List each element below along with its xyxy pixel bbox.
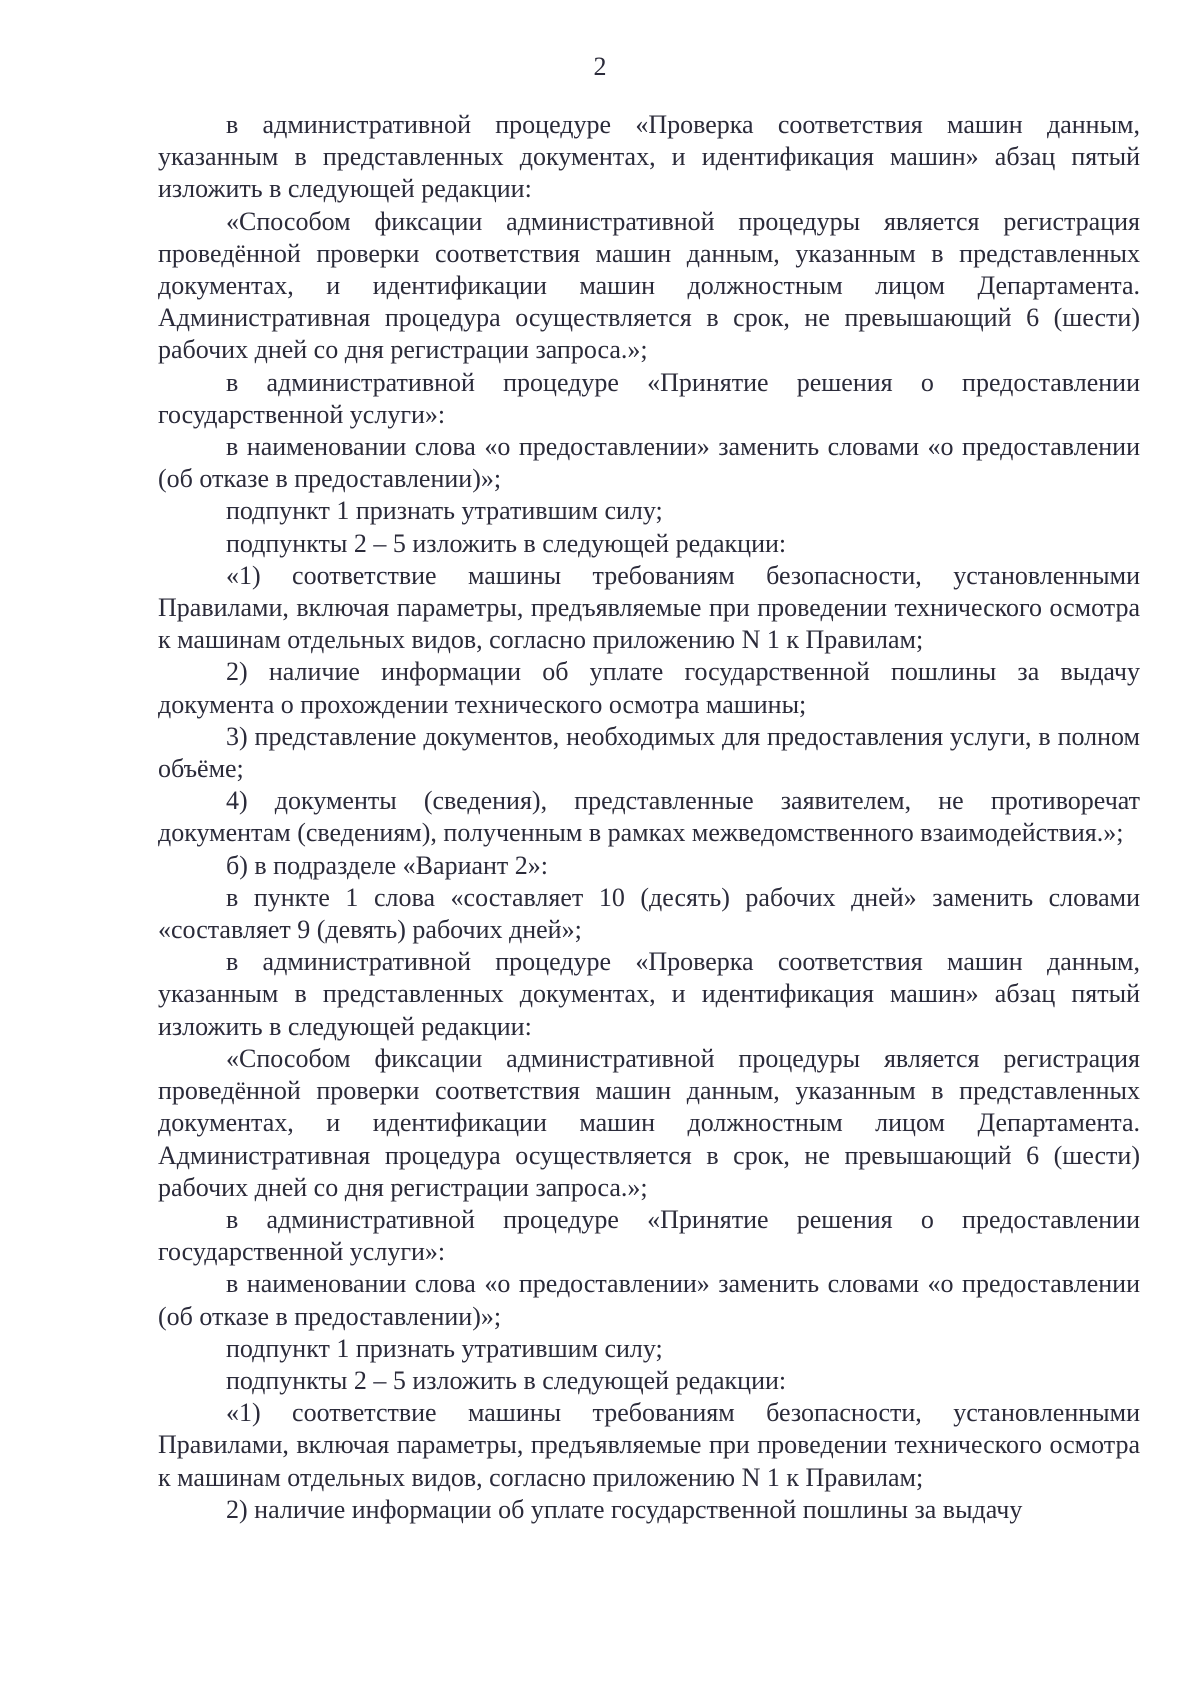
paragraph: «1) соответствие машины требованиям безопасности, установленными Правилами, включая параметры, предъявляемые при проведении технического осмотра к машинам отдельных видов, согласно приложению N 1 к Правилам; [158,560,1140,655]
paragraph: подпункт 1 признать утратившим силу; [226,1333,663,1363]
paragraph: в административной процедуре «Принятие решения о предоставлении государственной услуги»: [158,367,1140,429]
paragraph: в административной процедуре «Проверка соответствия машин данным, указанным в представленных документах, и идентификация машин» абзац пятый изложить в следующей редакции: [158,947,1140,1041]
paragraph: 4) документы (сведения), представленные заявителем, не противоречат документам (сведениям), полученным в рамках межведомственного взаимодействия.»; [158,786,1140,848]
paragraph: в административной процедуре «Принятие решения о предоставлении государственной услуги»: [158,1204,1140,1267]
paragraph: 2) наличие информации об уплате государственной пошлины за выдачу документа о прохождении технического осмотра машины; [158,657,1140,719]
paragraph: «Способом фиксации административной процедуры является регистрация проведённой проверки соответствия машин данным, указанным в представленных документах, и идентификации машин должностным лицом Департамента. Административная процедура осуществляется в срок, не превышающий 6 (шести) рабочих дней со дня регистрации запроса.»; [158,1043,1140,1202]
paragraph: «Способом фиксации административной процедуры является регистрация проведённой проверки соответствия машин данным, указанным в представленных документах, и идентификации машин должностным лицом Департамента. Административная процедура осуществляется в срок, не превышающий 6 (шести) рабочих дней со дня регистрации запроса.»; [158,206,1140,365]
paragraph: в пункте 1 слова «составляет 10 (десять) рабочих дней» заменить словами «составляет 9 (девять) рабочих дней»; [158,882,1140,945]
paragraph: в наименовании слова «о предоставлении» заменить словами «о предоставлении (об отказе в предоставлении)»; [158,432,1140,494]
paragraph: в административной процедуре «Проверка соответствия машин данным, указанным в представленных документах, и идентификация машин» абзац пятый изложить в следующей редакции: [158,110,1140,204]
paragraph: подпункты 2 – 5 изложить в следующей редакции: [226,528,787,558]
paragraph: подпункты 2 – 5 изложить в следующей редакции: [226,1365,787,1395]
document-body [158,109,1140,1526]
paragraph: 3) представление документов, необходимых для предоставления услуги, в полном объёме; [158,721,1140,784]
paragraph: в наименовании слова «о предоставлении» заменить словами «о предоставлении (об отказе в предоставлении)»; [158,1269,1140,1331]
paragraph: 2) наличие информации об уплате государственной пошлины за выдачу [226,1494,1023,1524]
paragraph: б) в подразделе «Вариант 2»: [226,850,549,880]
paragraph: подпункт 1 признать утратившим силу; [226,496,663,526]
paragraph: «1) соответствие машины требованиям безопасности, установленными Правилами, включая параметры, предъявляемые при проведении технического осмотра к машинам отдельных видов, согласно приложению N 1 к Правилам; [158,1398,1140,1492]
page-number: 2 [593,52,607,81]
